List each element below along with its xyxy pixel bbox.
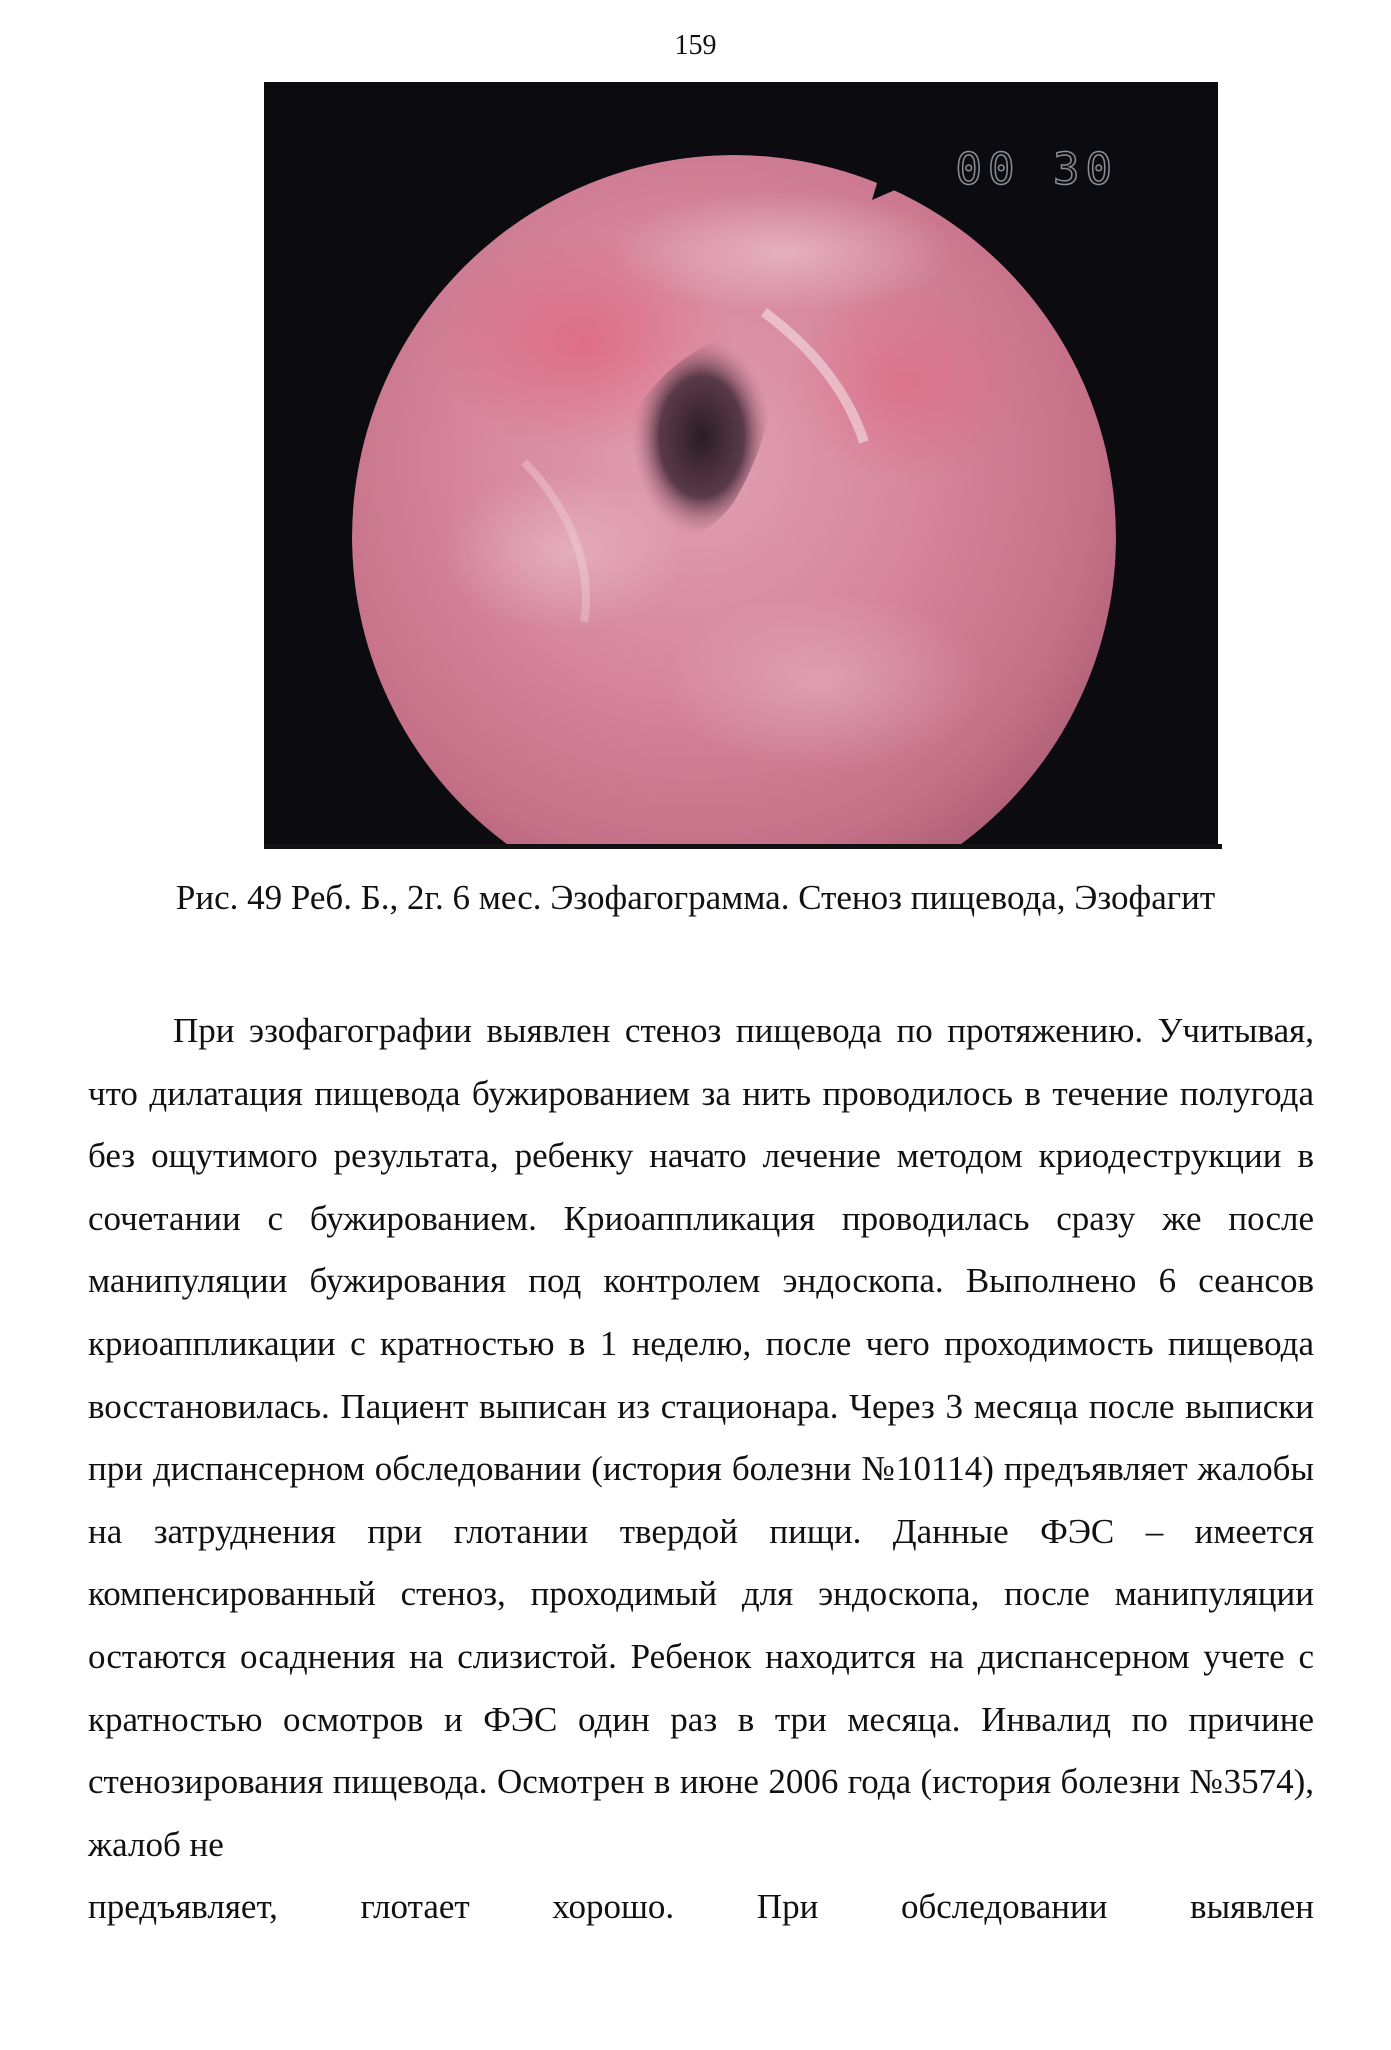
paragraph: [88, 1000, 1314, 1876]
paragraph-last-line: предъявляет, глотает хорошо. При обследовании выявлен: [88, 1887, 1314, 1927]
page-number: 159: [674, 30, 717, 61]
video-timestamp: 00 30: [955, 144, 1118, 195]
endoscopy-image: [264, 82, 1218, 844]
figure-caption: Рис. 49 Реб. Б., 2г. 6 мес. Эзофагограмма. Стеноз пищевода, Эзофагит: [175, 878, 1216, 917]
figure-border-line: [264, 844, 1222, 849]
endoscopic-view-illustration: [264, 82, 1218, 844]
paragraph-text: При эзофагографии выявлен стеноз пищевода по протяжению. Учитывая, что дилатация пищевода бужированием за нить проводилось в течение полугода без ощутимого результата, ребенку начато лечение методом криодеструкции в сочетании с бужированием. Криоаппликация проводилась сразу же после манипуляции бужирования под контролем эндоскопа. Выполнено 6 сеансов криоаппликации с кратностью в 1 неделю, после чего проходимость пищевода восстановилась. Пациент выписан из стационара. Через 3 месяца после выписки при диспансерном обследовании (история болезни №10114) предъявляет жалобы на затруднения при глотании твердой пищи. Данные ФЭС – имеется компенсированный стеноз, проходимый для эндоскопа, после манипуляции остаются осаднения на слизистой. Ребенок находится на диспансерном учете с кратностью осмотров и ФЭС один раз в три месяца. Инвалид по причине стенозирования пищевода. Осмотрен в июне 2006 года (история болезни №3574), жалоб не: [88, 1011, 1314, 1864]
body-text: [88, 1000, 1314, 1939]
